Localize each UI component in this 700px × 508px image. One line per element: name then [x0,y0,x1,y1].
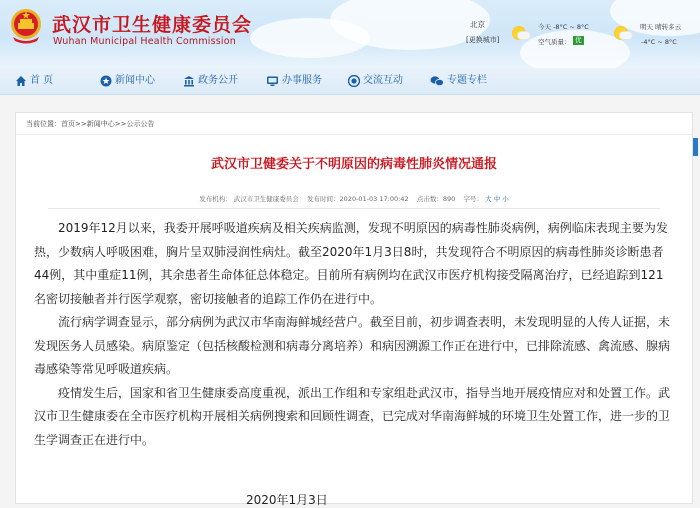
nav-item-label: 交流互动 [363,75,403,86]
nav-item-label: 新闻中心 [115,75,155,86]
meta-source: 发布机构： 武汉市卫生健康委员会 [199,195,299,203]
breadcrumb[interactable]: 当前位置：首页>>新闻中心>>公示公告 [26,120,155,128]
breadcrumb-divider [16,134,692,135]
home-icon [15,75,27,87]
weather-city: 北京 [470,20,485,29]
nav-item-label: 办事服务 [282,75,322,86]
weather-today-temp: -8°C ~ 8°C [553,23,589,31]
interaction-icon [348,75,360,87]
nav-item-topic[interactable] [430,68,487,94]
article-paragraph: 疫情发生后，国家和省卫生健康委高度重视，派出工作组和专家组赴武汉市，指导当地开展疫情应对和处置工作。武汉市卫生健康委在全市医疗机构开展相关病例搜索和回顾性调查，已完成对华南海鲜城的环境卫生处置工作，进一步的卫生学调查正在进行中。 [34,385,671,447]
switch-city-link[interactable]: [更换城市] [466,36,500,44]
meta-divider [48,208,660,209]
nav-item-home[interactable] [15,68,53,94]
main-nav [0,68,700,95]
nav-item-news[interactable] [100,68,155,94]
meta-time: 发布时间：2020-01-03 17:00:42 [307,195,409,203]
weather-tomorrow-label: 明天 [640,23,653,31]
weather-tomorrow-desc: 晴转多云 [655,23,682,31]
air-quality-label: 空气质量： [538,38,571,46]
article-paragraph: 流行病学调查显示，部分病例为武汉市华南海鲜城经营户。截至目前，初步调查表明，未发现明显的人传人证据，未发现医务人员感染。病原鉴定（包括核酸检测和病毒分离培养）和病因溯源工作正在进行中，已排除流感、禽流感、腺病毒感染等常见呼吸道疾病。 [34,315,671,376]
nav-item-service[interactable] [266,68,322,94]
nav-item-gov-affairs[interactable] [183,68,238,94]
fontsize-small-link[interactable]: 小 [502,195,509,203]
air-quality-badge: 优 [575,36,582,44]
article-date: 2020年1月3日 [246,493,328,507]
nav-item-label: 专题专栏 [447,75,487,86]
meta-fontsize-label: 字号： [463,195,484,203]
article-meta [16,194,692,203]
fontsize-medium-link[interactable]: 中 [493,195,501,203]
article-body [34,217,674,452]
site-title[interactable]: 武汉市卫生健康委员会 [52,14,253,36]
sun-cloud-icon [614,26,628,40]
service-icon [266,75,279,87]
weather-tomorrow-temp: -4°C ~ 8°C [641,38,677,46]
weather-today [538,22,589,31]
topic-icon [430,75,444,87]
nav-item-label: 政务公开 [198,75,238,86]
weather-today-label: 今天 [538,23,551,31]
sun-cloud-icon [512,26,526,40]
site-title-english: Wuhan Municipal Health Commission [53,36,236,47]
fontsize-large-link[interactable]: 大 [485,195,492,203]
site-header [0,0,700,68]
article-paragraph: 2019年12月以来，我委开展呼吸道疾病及相关疾病监测，发现不明原因的病毒性肺炎病例，病例临床表现主要为发热，少数病人呼吸困难，胸片呈双肺浸润性病灶。截至2020年1月3日8时，共发现符合不明原因的病毒性肺炎诊断患者44例，其中重症11例，其余患者生命体征总体稳定。目前所有病例均在武汉市医疗机构接受隔离治疗，已经追踪到121名密切接触者并行医学观察，密切接触者的追踪工作仍在进行中。 [34,221,668,306]
gov-affairs-icon [183,75,195,87]
weather-tomorrow [640,22,681,31]
nav-item-label: 首 页 [30,75,54,86]
news-icon [100,75,112,87]
meta-views: 点击数：890 [416,195,456,203]
article-card [15,112,693,507]
nav-item-interaction[interactable] [348,68,403,94]
national-emblem-icon [8,7,44,45]
article-title: 武汉市卫健委关于不明原因的病毒性肺炎情况通报 [210,157,497,172]
